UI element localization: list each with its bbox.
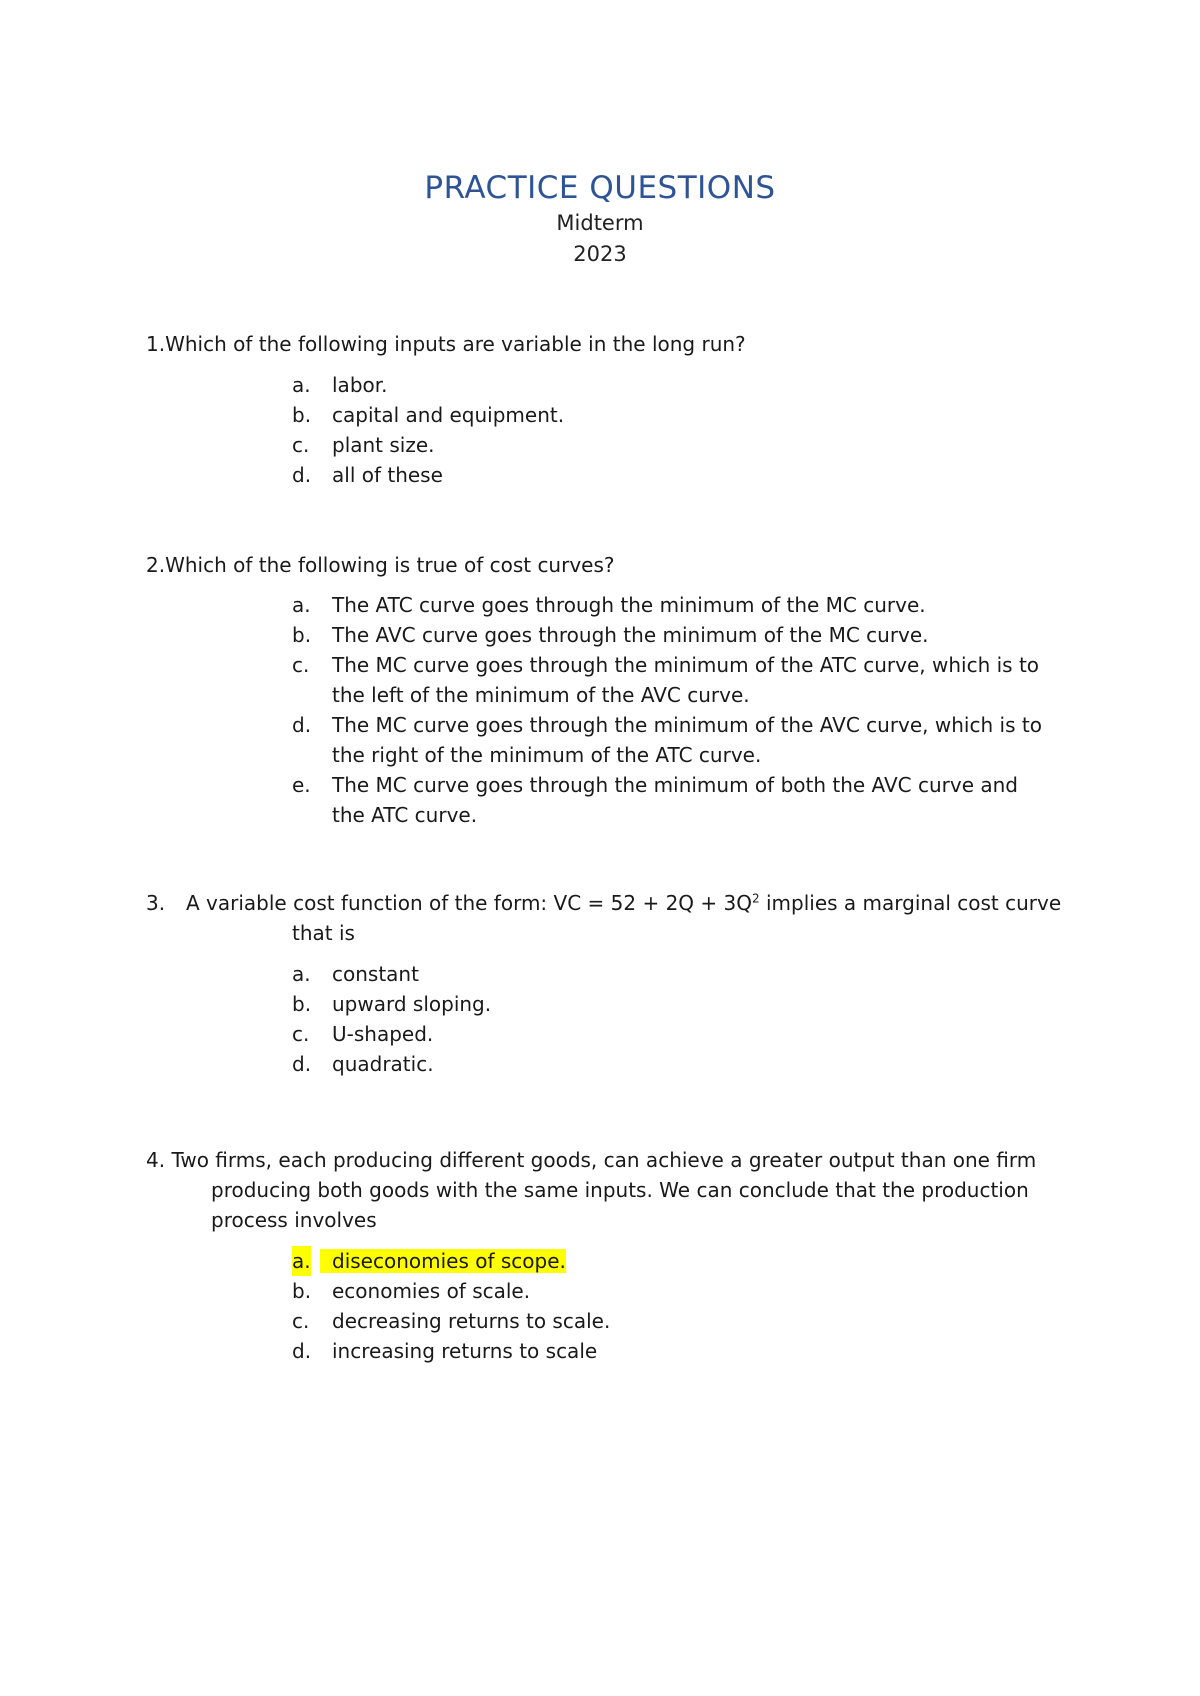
option-text: The MC curve goes through the minimum of both the AVC curve and the ATC curve.	[332, 773, 1018, 827]
option-letter: d.	[292, 1052, 312, 1076]
option-item	[292, 620, 1052, 650]
exponent: 2	[751, 891, 760, 906]
option-letter: c.	[292, 1022, 310, 1046]
option-item	[292, 959, 1052, 989]
question-text-continued: that is	[292, 921, 355, 945]
option-letter: a.	[292, 962, 311, 986]
option-text: decreasing returns to scale.	[332, 1309, 611, 1333]
page-subtitle: Midterm	[556, 211, 644, 235]
option-item	[292, 370, 1052, 400]
page-year: 2023	[573, 242, 627, 266]
option-item-highlighted	[292, 1246, 1052, 1276]
question-text: Which of the following inputs are variable in the long run?	[165, 332, 746, 356]
option-letter: c.	[292, 433, 310, 457]
option-list	[292, 959, 1052, 1079]
option-item	[292, 460, 1052, 490]
option-text: U-shaped.	[332, 1022, 434, 1046]
question-text-line-3: process involves	[211, 1208, 377, 1232]
option-letter: a.	[292, 373, 311, 397]
option-item	[292, 1336, 1052, 1366]
option-item	[292, 989, 1052, 1019]
question-2	[146, 550, 1076, 830]
option-text: increasing returns to scale	[332, 1339, 598, 1363]
option-letter: b.	[292, 992, 312, 1016]
question-stem	[146, 329, 1076, 359]
option-text: constant	[332, 962, 419, 986]
question-stem	[146, 550, 1076, 580]
option-item	[292, 590, 1052, 620]
option-letter: c.	[292, 653, 310, 677]
question-3	[146, 888, 1076, 1079]
question-text: Two firms, each producing different goods, can achieve a greater output than one firm	[171, 1148, 1037, 1172]
option-item	[292, 1306, 1052, 1336]
option-text: plant size.	[332, 433, 435, 457]
option-list	[292, 370, 1052, 490]
option-item	[292, 1276, 1052, 1306]
option-item	[292, 430, 1052, 460]
option-item	[292, 710, 1052, 770]
option-text: capital and equipment.	[332, 403, 565, 427]
option-letter: c.	[292, 1309, 310, 1333]
option-letter: b.	[292, 403, 312, 427]
option-text: The ATC curve goes through the minimum of the MC curve.	[332, 593, 926, 617]
option-text: quadratic.	[332, 1052, 434, 1076]
question-number: 2.	[146, 553, 166, 577]
option-letter: a.	[292, 593, 311, 617]
question-text-line-2: producing both goods with the same inputs. We can conclude that the production	[211, 1178, 1029, 1202]
option-text: all of these	[332, 463, 443, 487]
option-letter: b.	[292, 1279, 312, 1303]
option-letter: b.	[292, 623, 312, 647]
option-text: labor.	[332, 373, 388, 397]
option-list	[292, 590, 1052, 830]
option-letter: e.	[292, 773, 311, 797]
option-item	[292, 1019, 1052, 1049]
option-text: The MC curve goes through the minimum of the ATC curve, which is to the left of the minimum of the AVC curve.	[332, 653, 1040, 707]
question-stem	[146, 1145, 1076, 1235]
option-item	[292, 650, 1052, 710]
option-text: economies of scale.	[332, 1279, 531, 1303]
option-item	[292, 400, 1052, 430]
option-text: diseconomies of scope.	[320, 1249, 566, 1273]
question-1	[146, 329, 1076, 490]
question-number: 4.	[146, 1148, 166, 1172]
question-number: 3.	[146, 891, 166, 915]
option-item	[292, 1049, 1052, 1079]
option-letter: d.	[292, 713, 312, 737]
option-text: The MC curve goes through the minimum of the AVC curve, which is to the right of the minimum of the ATC curve.	[332, 713, 1042, 767]
question-number: 1.	[146, 332, 166, 356]
option-letter: d.	[292, 463, 312, 487]
option-letter: a.	[292, 1246, 311, 1276]
option-item	[292, 770, 1052, 830]
option-letter: d.	[292, 1339, 312, 1363]
page-title: PRACTICE QUESTIONS	[424, 170, 776, 206]
question-stem	[146, 888, 1076, 948]
question-text-rest: implies a marginal cost curve	[759, 891, 1062, 915]
question-text: Which of the following is true of cost curves?	[165, 553, 615, 577]
option-text: upward sloping.	[332, 992, 492, 1016]
option-list	[292, 1246, 1052, 1366]
question-text: A variable cost function of the form: VC = 52 + 2Q + 3Q	[186, 891, 752, 915]
option-text: The AVC curve goes through the minimum of the MC curve.	[332, 623, 929, 647]
question-4	[146, 1145, 1076, 1366]
